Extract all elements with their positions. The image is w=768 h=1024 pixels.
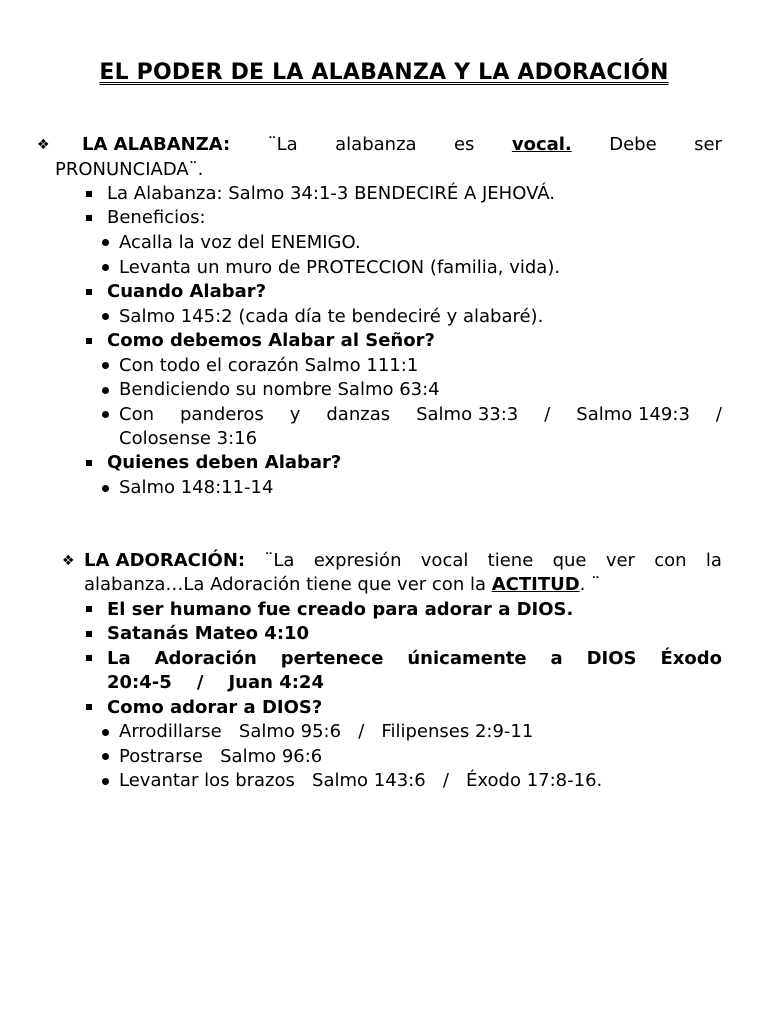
word: Éxodo	[660, 648, 722, 669]
list-heading: Como debemos Alabar al Señor?	[107, 330, 435, 351]
list-heading: Cuando Alabar?	[107, 281, 267, 302]
text: alabanza…La Adoración tiene que ver con la	[84, 574, 492, 595]
adoracion-intro-line	[84, 549, 722, 573]
word: y	[289, 404, 301, 425]
dot-bullet-icon	[102, 313, 109, 320]
word: Debe	[609, 134, 657, 155]
list-heading-justified	[107, 647, 722, 671]
word: Salmo 33:3	[416, 404, 519, 425]
dot-bullet-icon	[102, 239, 109, 246]
list-item-continuation: Colosense 3:16	[119, 428, 258, 449]
word: Con	[119, 404, 154, 425]
list-item: Acalla la voz del ENEMIGO.	[119, 232, 361, 253]
word: vocal	[420, 550, 469, 571]
adoracion-heading: LA ADORACIÓN:	[84, 550, 246, 571]
word: pertenece	[280, 648, 384, 669]
word: Adoración	[154, 648, 257, 669]
word: ver	[605, 550, 635, 571]
list-item: Postrarse Salmo 96:6	[119, 746, 323, 767]
word: a	[550, 648, 563, 669]
document-title: EL PODER DE LA ALABANZA Y LA ADORACIÓN	[99, 60, 669, 85]
square-bullet-icon	[86, 191, 92, 197]
list-heading: Quienes deben Alabar?	[107, 452, 342, 473]
dot-bullet-icon	[102, 753, 109, 760]
list-heading: Como adorar a DIOS?	[107, 697, 323, 718]
word: ¨La	[264, 550, 295, 571]
square-bullet-icon	[86, 338, 92, 344]
dot-bullet-icon	[102, 362, 109, 369]
word: danzas	[326, 404, 391, 425]
adoracion-intro-continuation	[84, 573, 600, 597]
word: La	[107, 648, 131, 669]
word: /	[544, 404, 551, 425]
word: tiene	[487, 550, 534, 571]
square-bullet-icon	[86, 631, 92, 637]
word: la	[705, 550, 722, 571]
list-item: Salmo 148:11-14	[119, 477, 274, 498]
dot-bullet-icon	[102, 485, 109, 492]
square-bullet-icon	[86, 289, 92, 295]
word: alabanza	[335, 134, 417, 155]
word: que	[552, 550, 587, 571]
alabanza-intro-continuation: PRONUNCIADA¨.	[55, 159, 204, 180]
word: panderos	[179, 404, 264, 425]
dot-bullet-icon	[102, 411, 109, 418]
vocal-emphasis: vocal.	[511, 134, 572, 155]
word: únicamente	[407, 648, 527, 669]
word: Salmo 149:3	[576, 404, 690, 425]
diamond-bullet-icon: ❖	[62, 553, 75, 569]
dot-bullet-icon	[102, 729, 109, 736]
square-bullet-icon	[86, 655, 92, 661]
word: ser	[694, 134, 722, 155]
word: con	[654, 550, 687, 571]
square-bullet-icon	[86, 606, 92, 612]
list-heading-continuation: 20:4-5 / Juan 4:24	[107, 672, 324, 693]
dot-bullet-icon	[102, 387, 109, 394]
actitud-emphasis: ACTITUD	[491, 574, 580, 595]
word: ¨La	[267, 134, 298, 155]
word: es	[453, 134, 475, 155]
list-item: Levantar los brazos Salmo 143:6 / Éxodo 17:8-16.	[119, 770, 603, 791]
list-heading: Satanás Mateo 4:10	[107, 623, 310, 644]
alabanza-intro-line	[82, 133, 722, 157]
dot-bullet-icon	[102, 264, 109, 271]
alabanza-heading: LA ALABANZA:	[82, 134, 231, 155]
square-bullet-icon	[86, 215, 92, 221]
list-item: Bendiciendo su nombre Salmo 63:4	[119, 379, 440, 400]
list-item-justified	[119, 403, 722, 427]
word: DIOS	[586, 648, 637, 669]
list-item: Beneficios:	[107, 207, 206, 228]
square-bullet-icon	[86, 704, 92, 710]
list-item: Con todo el corazón Salmo 111:1	[119, 355, 419, 376]
list-heading: El ser humano fue creado para adorar a DIOS.	[107, 599, 574, 620]
diamond-bullet-icon: ❖	[37, 137, 50, 153]
square-bullet-icon	[86, 460, 92, 466]
list-item: Levanta un muro de PROTECCION (familia, vida).	[119, 257, 561, 278]
text: . ¨	[579, 574, 601, 595]
dot-bullet-icon	[102, 778, 109, 785]
word: expresión	[313, 550, 402, 571]
list-item: La Alabanza: Salmo 34:1-3 BENDECIRÉ A JEHOVÁ.	[107, 183, 555, 204]
word: /	[715, 404, 722, 425]
list-item: Arrodillarse Salmo 95:6 / Filipenses 2:9-11	[119, 721, 534, 742]
list-item: Salmo 145:2 (cada día te bendeciré y alabaré).	[119, 306, 544, 327]
